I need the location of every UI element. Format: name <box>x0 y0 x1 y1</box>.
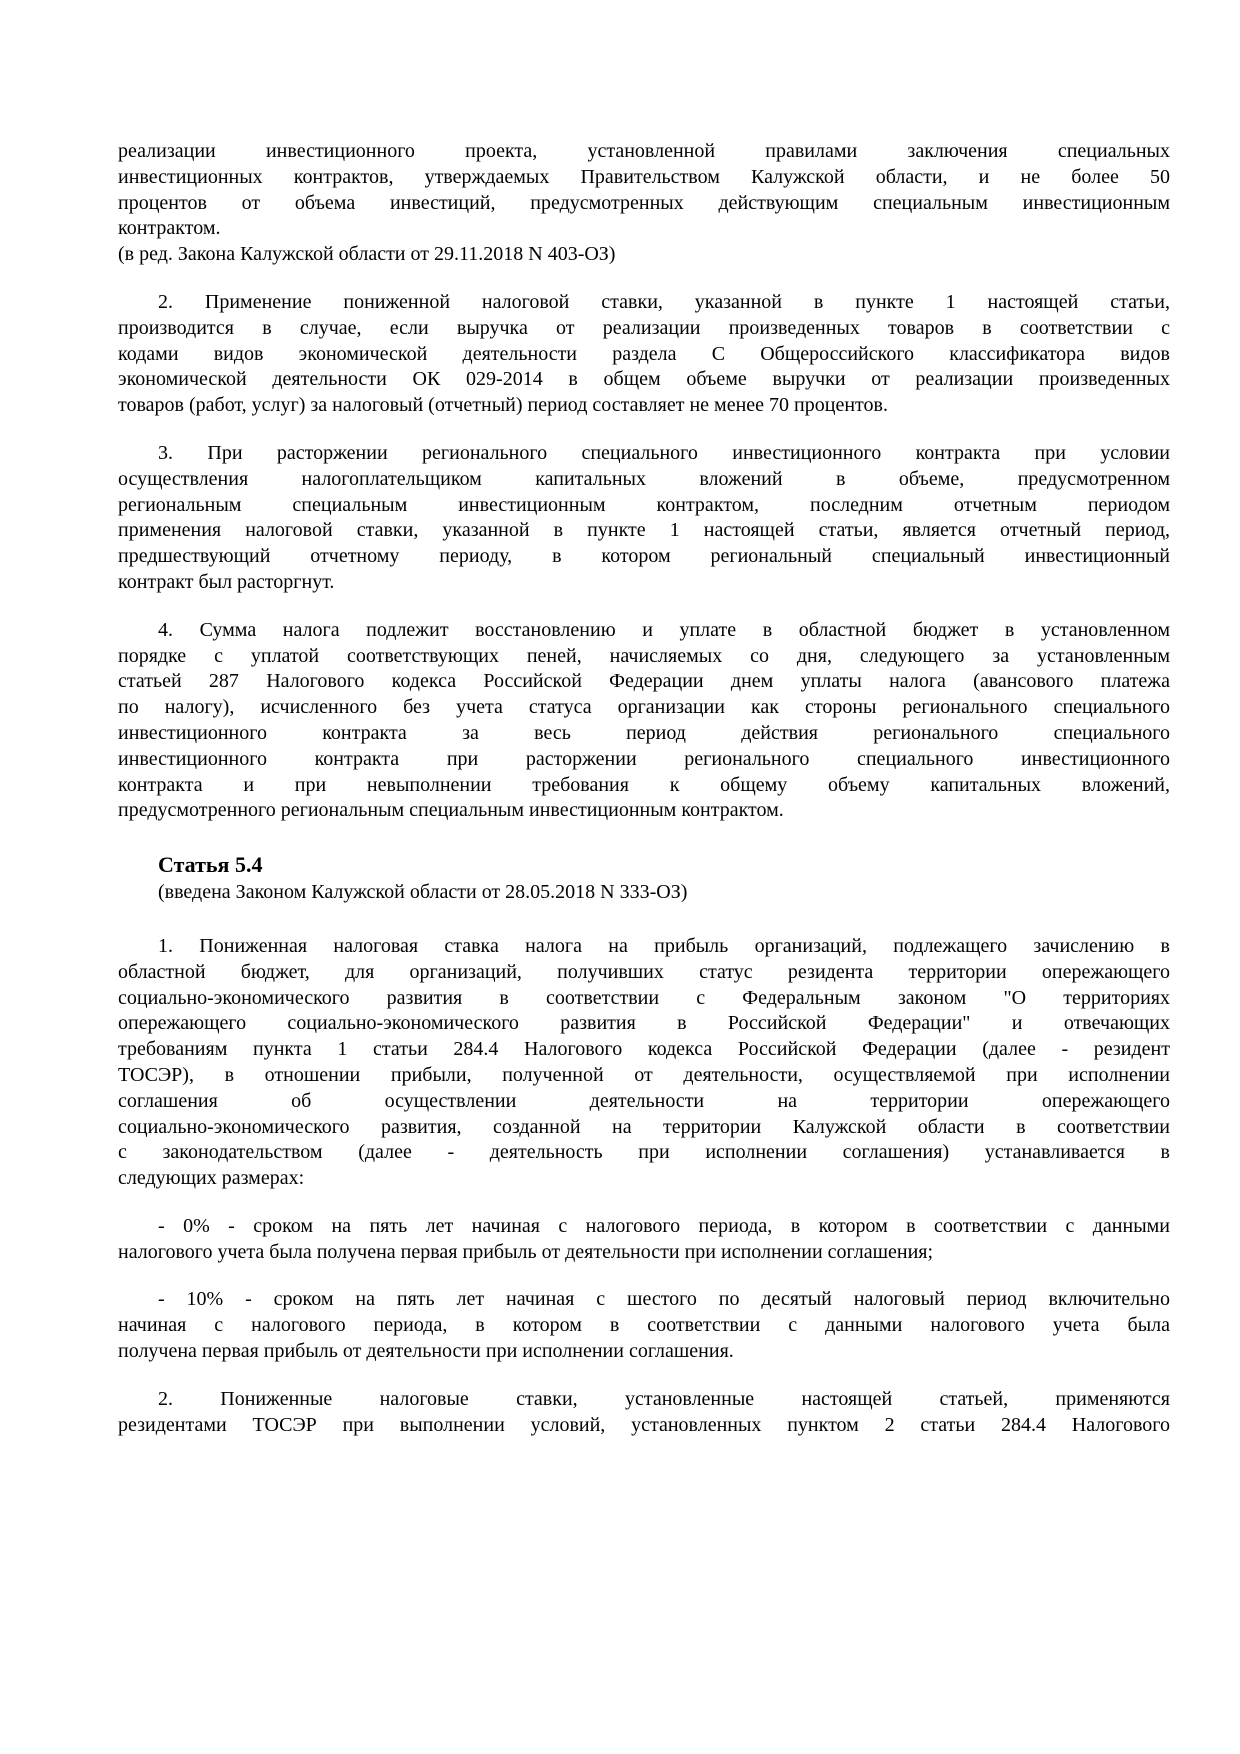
text-line: 2. Пониженные налоговые ставки, установленные настоящей статьей, применяются <box>158 1387 1170 1410</box>
text-line: экономической деятельности ОК 029-2014 в общем объеме выручки от реализации произведенных <box>118 368 1170 391</box>
text-line: реализации инвестиционного проекта, установленной правилами заключения специальных <box>118 140 1170 162</box>
text-line: начиная с налогового периода, в котором в соответствии с данными налогового учета была <box>118 1314 1170 1337</box>
text-line: (в ред. Закона Калужской области от 29.11.2018 N 403-ОЗ) <box>118 243 616 266</box>
text-line: по налогу), исчисленного без учета статуса организации как стороны регионального специального <box>118 696 1170 719</box>
text-line: налогового учета была получена первая прибыль от деятельности при исполнении соглашения; <box>118 1240 934 1263</box>
text-line: ТОСЭР), в отношении прибыли, полученной от деятельности, осуществляемой при исполнении <box>118 1063 1170 1086</box>
article-amendment-note <box>118 880 1170 906</box>
text-line: с законодательством (далее - деятельность при исполнении соглашения) устанавливается в <box>118 1141 1170 1164</box>
text-line: - 0% - сроком на пять лет начиная с налогового периода, в котором в соответствии с данными <box>158 1214 1170 1237</box>
text-line: социально-экономического развития в соответствии с Федеральным законом "О территориях <box>118 986 1170 1009</box>
text-line: - 10% - сроком на пять лет начиная с шестого по десятый налоговый период включительно <box>158 1288 1170 1311</box>
paragraph <box>118 139 1170 268</box>
text-line: контрактом. <box>118 217 221 240</box>
text-line: осуществления налогоплательщиком капитальных вложений в объеме, предусмотренном <box>118 467 1170 490</box>
paragraph <box>118 934 1170 1192</box>
paragraph <box>118 1214 1170 1266</box>
text-line: инвестиционного контракта за весь период действия регионального специального <box>118 721 1170 744</box>
text-line: резидентами ТОСЭР при выполнении условий, установленных пунктом 2 статьи 284.4 Налогового <box>118 1413 1170 1436</box>
paragraph <box>118 618 1170 824</box>
text-line: 1. Пониженная налоговая ставка налога на прибыль организаций, подлежащего зачислению в <box>158 934 1170 957</box>
text-line: инвестиционных контрактов, утверждаемых Правительством Калужской области, и не более 50 <box>118 165 1170 188</box>
text-line: товаров (работ, услуг) за налоговый (отчетный) период составляет не менее 70 процентов. <box>118 394 888 417</box>
text-line: статьей 287 Налогового кодекса Российской Федерации днем уплаты налога (авансового платежа <box>118 670 1170 693</box>
text-line: региональным специальным инвестиционным контрактом, последним отчетным периодом <box>118 493 1170 516</box>
text-line: получена первая прибыль от деятельности при исполнении соглашения. <box>118 1340 734 1363</box>
paragraph <box>118 1287 1170 1364</box>
text-line: требованиям пункта 1 статьи 284.4 Налогового кодекса Российской Федерации (далее - резидент <box>118 1038 1170 1061</box>
text-line: соглашения об осуществлении деятельности на территории опережающего <box>118 1089 1170 1112</box>
text-line: производится в случае, если выручка от реализации произведенных товаров в соответствии с <box>118 316 1170 339</box>
document-page <box>118 139 1170 1460</box>
text-line: применения налоговой ставки, указанной в пункте 1 настоящей статьи, является отчетный период, <box>118 519 1170 542</box>
text-line: порядке с уплатой соответствующих пеней, начисляемых со дня, следующего за установленным <box>118 644 1170 667</box>
article-5-4-body <box>118 934 1170 1439</box>
text-line: областной бюджет, для организаций, получивших статус резидента территории опережающего <box>118 960 1170 983</box>
text-line: инвестиционного контракта при расторжении регионального специального инвестиционного <box>118 747 1170 770</box>
text-line: опережающего социально-экономического развития в Российской Федерации" и отвечающих <box>118 1012 1170 1035</box>
text-line: процентов от объема инвестиций, предусмотренных действующим специальным инвестиционным <box>118 191 1170 214</box>
text-line: контракт был расторгнут. <box>118 570 335 593</box>
paragraph <box>118 1387 1170 1439</box>
text-line: 4. Сумма налога подлежит восстановлению и уплате в областной бюджет в установленном <box>158 618 1170 641</box>
text-line: контракта и при невыполнении требования к общему объему капитальных вложений, <box>118 773 1170 796</box>
paragraph <box>118 441 1170 596</box>
text-line: 3. При расторжении регионального специального инвестиционного контракта при условии <box>158 441 1170 464</box>
article-5-3-continuation <box>118 139 1170 824</box>
text-line: следующих размерах: <box>118 1167 305 1190</box>
text-line: социально-экономического развития, созданной на территории Калужской области в соответствии <box>118 1115 1170 1138</box>
text-line: предшествующий отчетному периоду, в котором региональный специальный инвестиционный <box>118 545 1170 568</box>
paragraph <box>118 290 1170 419</box>
amendment-note-text: (введена Законом Калужской области от 28.05.2018 N 333-ОЗ) <box>158 881 688 904</box>
text-line: 2. Применение пониженной налоговой ставки, указанной в пункте 1 настоящей статьи, <box>158 290 1170 313</box>
text-line: предусмотренного региональным специальным инвестиционным контрактом. <box>118 799 784 822</box>
text-line: кодами видов экономической деятельности раздела С Общероссийского классификатора видов <box>118 342 1170 365</box>
article-title: Статья 5.4 <box>158 852 263 878</box>
